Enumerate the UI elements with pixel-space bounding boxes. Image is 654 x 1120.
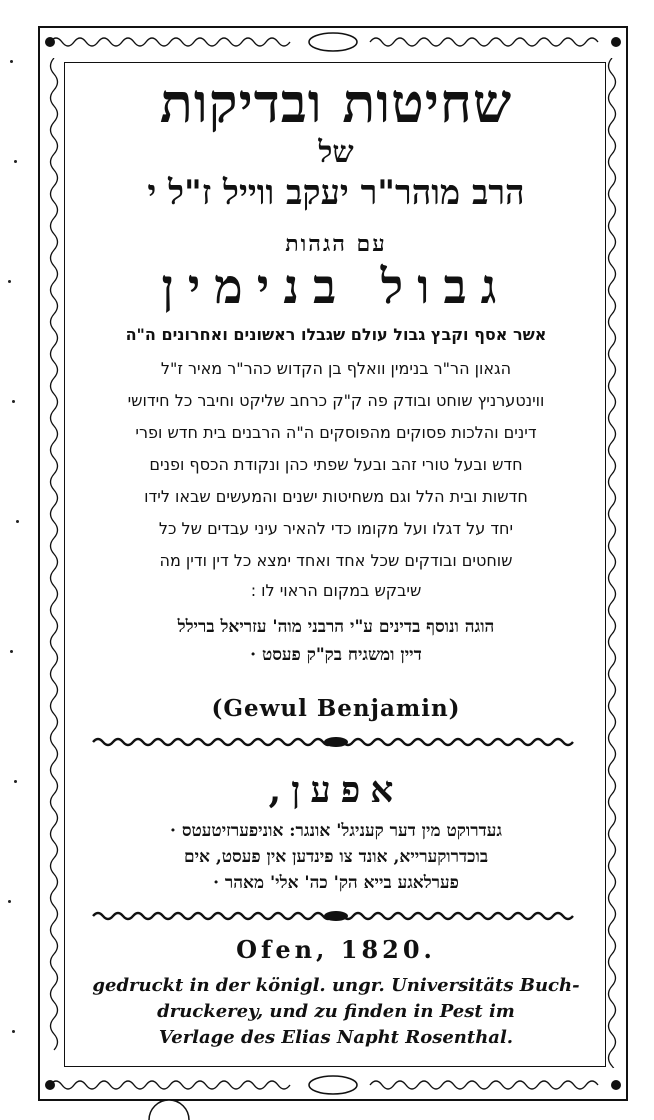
left-ornament-band — [44, 58, 64, 1068]
gloss-credit-line: דיין ומשגיח בק"ק פעסט · — [250, 645, 422, 665]
description-line: ווינטערניץ שוחט ובודק פה ק"ק כרחב שליקט וחיבר כל חידושי — [127, 391, 545, 410]
bottom-ornament-band — [40, 1072, 626, 1098]
description-line: שוחטים ובודקים שכל אחד ואחד ימצא כל דין ודין מה — [159, 551, 513, 570]
imprint-line: Verlage des Elias Napht Rosenthal. — [158, 1027, 514, 1048]
imprint-line: gedruckt in der königl. ungr. Universitäts Buch- — [92, 975, 580, 996]
gloss-credit-line: הוגה ונוסף בדינים ע"י הרבני מוה' עזריאל ברילל — [177, 617, 495, 637]
description-line: דינים והלכות פסוקים מהפוסקים ה"ה הרבנים בית חדש ופרי — [135, 423, 537, 442]
description-line: יחד על דגלו ועל מקומו כדי להאיר עיני עבדים של כל — [158, 519, 514, 538]
page-speck — [8, 900, 11, 903]
page-speck — [10, 650, 13, 653]
page-speck — [12, 400, 15, 403]
page-speck — [16, 520, 19, 523]
latin-title: (Gewul Benjamin) — [211, 695, 461, 722]
description-line: הגאון הר"ר בנימין וואלף בן הקדוש כהר"ר מאיר ז"ל — [160, 359, 512, 378]
bottom-circle-mark — [148, 1090, 190, 1120]
printer-line: פערלאגע בייא הק' כה' אלי' מאהר · — [213, 873, 459, 893]
ornamental-rule — [91, 909, 581, 923]
description-line: אשר אסף וקבץ גבול עולם שגבלו ראשונים ואחרונים ה"ה — [125, 325, 547, 344]
top-ornament-band — [40, 30, 626, 54]
place-latin: Ofen, 1820. — [236, 935, 436, 964]
place-hebrew: אפען, — [268, 769, 404, 811]
description-line: שיבקש במקום הראוי לו : — [250, 581, 422, 600]
description-line: חדשות ובית הלל וגם משחיטות ישנים והמעשים שבאו לידו — [144, 487, 528, 506]
with-glosses-label: עם הגהות — [285, 231, 387, 257]
ornamental-rule — [91, 735, 581, 749]
main-title: שחיטות ובדיקות — [159, 71, 513, 135]
description-line: חדש ובעל טורי זהב ובעל שפתי כהן ונקודת הכסף ופנים — [149, 455, 523, 474]
page-speck — [12, 1030, 15, 1033]
page-speck — [8, 280, 11, 283]
author-line: הרב מוהר"ר יעקב ווייל ז"ל י — [147, 173, 525, 213]
sub-title-of: של — [318, 135, 354, 170]
page-speck — [10, 60, 13, 63]
printer-line: געדרוקט מין דער קעניגל' אונגר: אוניפערזיטעטס · — [170, 821, 502, 841]
printer-line: בוכדרוקערייא, אונד צו פינדען אין פעסט, אים — [183, 847, 489, 867]
inner-frame — [64, 62, 606, 1067]
gloss-work-title: גבול בנימין — [161, 259, 511, 315]
imprint-line: druckerey, und zu finden in Pest im — [157, 1001, 515, 1022]
page-speck — [14, 780, 17, 783]
page-speck — [14, 160, 17, 163]
